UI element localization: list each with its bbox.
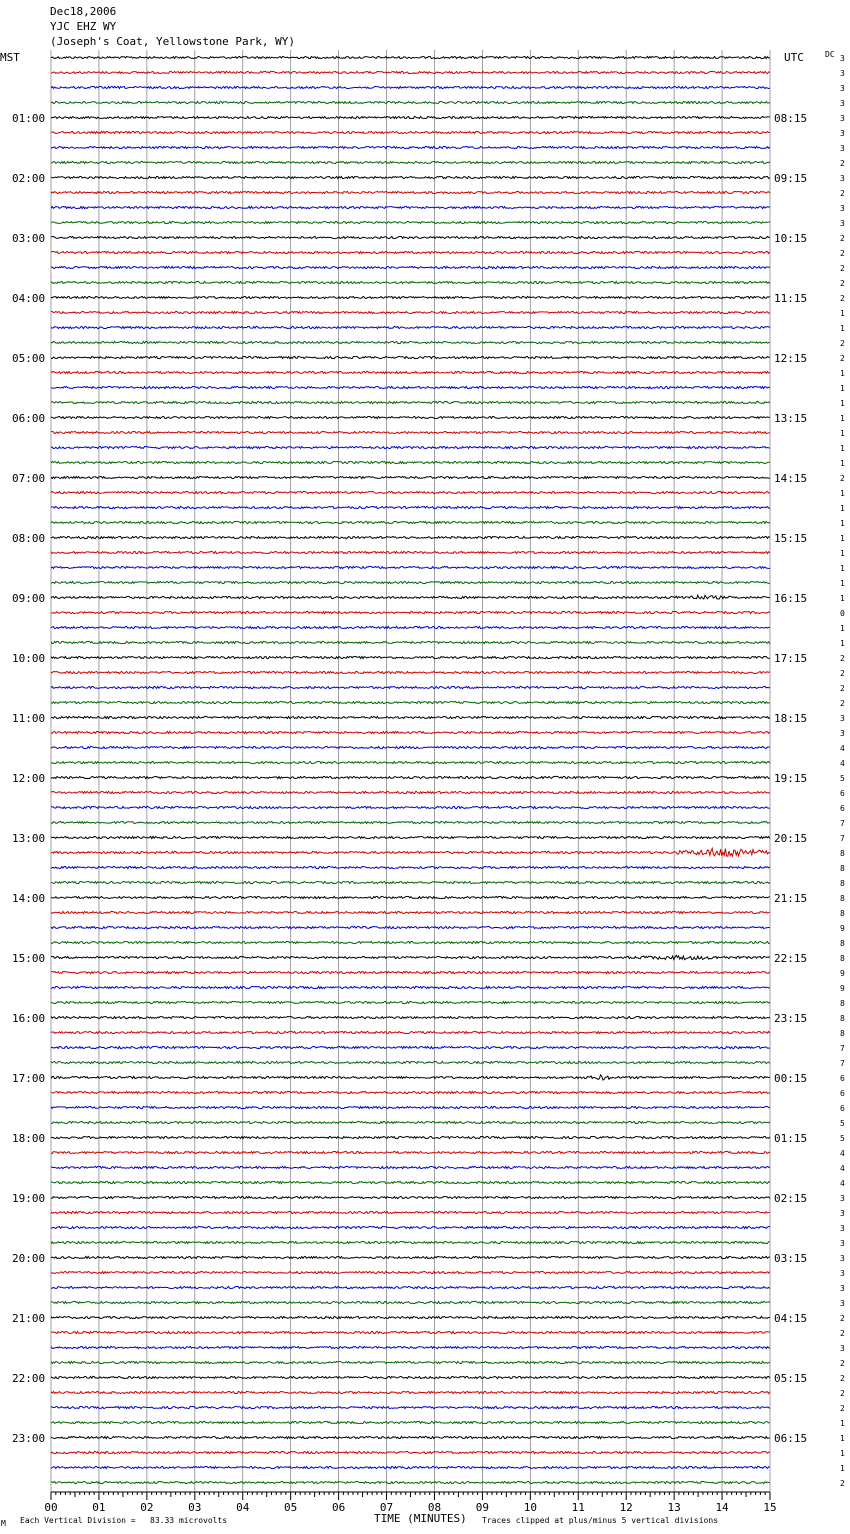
- right-hour-label: 12:15: [774, 351, 808, 365]
- right-hour-label: 00:15: [774, 1071, 808, 1085]
- dc-offset-value: 3: [840, 1223, 845, 1233]
- trace-row-47: [51, 761, 770, 763]
- dc-offset-value: 1: [840, 593, 845, 603]
- dc-header-label: DC: [825, 50, 835, 59]
- dc-offset-value: 2: [840, 653, 845, 663]
- right-hour-label: 05:15: [774, 1371, 808, 1385]
- dc-offset-value: 6: [840, 1073, 845, 1083]
- dc-offset-value: 1: [840, 308, 845, 318]
- dc-offset-value: 1: [840, 1448, 845, 1458]
- left-hour-label: 02:00: [12, 171, 46, 185]
- dc-offset-value: 7: [840, 818, 845, 828]
- trace-row-87: [51, 1361, 770, 1363]
- trace-row-9: [51, 191, 770, 193]
- dc-offset-value: 1: [840, 623, 845, 633]
- trace-row-2: [51, 86, 770, 88]
- dc-offset-value: 2: [840, 473, 845, 483]
- trace-row-21: [51, 371, 770, 373]
- right-hour-label: 23:15: [774, 1011, 808, 1025]
- right-hour-label: 09:15: [774, 171, 808, 185]
- dc-offset-value: 7: [840, 833, 845, 843]
- trace-row-66: [51, 1046, 770, 1048]
- left-hour-label: 17:00: [12, 1071, 46, 1085]
- trace-row-31: [51, 521, 770, 523]
- left-hour-label: 22:00: [12, 1371, 46, 1385]
- trace-row-94: [51, 1466, 770, 1468]
- trace-row-93: [51, 1451, 770, 1453]
- x-tick-label-00: 00: [44, 1501, 58, 1514]
- dc-offset-value: 2: [840, 1388, 845, 1398]
- trace-row-14: [51, 266, 770, 268]
- trace-row-38: [51, 626, 770, 628]
- trace-row-86: [51, 1346, 770, 1348]
- dc-offset-value: 3: [840, 713, 845, 723]
- dc-offset-value: 2: [840, 188, 845, 198]
- trace-row-39: [51, 641, 770, 643]
- dc-offset-value: 3: [840, 1208, 845, 1218]
- left-hour-label: 18:00: [12, 1131, 46, 1145]
- dc-offset-value: 6: [840, 1088, 845, 1098]
- right-hour-label: 21:15: [774, 891, 808, 905]
- dc-offset-value: 2: [840, 233, 845, 243]
- trace-row-81: [51, 1271, 770, 1273]
- trace-row-23: [51, 401, 770, 403]
- trace-row-61: [51, 971, 770, 973]
- trace-row-73: [51, 1151, 770, 1153]
- dc-offset-value: 1: [840, 368, 845, 378]
- right-hour-label: 16:15: [774, 591, 808, 605]
- trace-row-51: [51, 821, 770, 823]
- dc-offset-value: 5: [840, 1133, 845, 1143]
- dc-offset-value: 1: [840, 518, 845, 528]
- left-hour-label: 08:00: [12, 531, 46, 545]
- left-hour-label: 20:00: [12, 1251, 46, 1265]
- right-hour-label: 02:15: [774, 1191, 808, 1205]
- right-hour-label: 20:15: [774, 831, 808, 845]
- trace-row-20: [51, 356, 770, 358]
- dc-offset-value: 4: [840, 1148, 845, 1158]
- dc-offset-value: 9: [840, 923, 845, 933]
- trace-row-19: [51, 341, 770, 343]
- left-hour-label: 09:00: [12, 591, 46, 605]
- dc-offset-value: 1: [840, 443, 845, 453]
- trace-row-34: [51, 566, 770, 568]
- trace-row-54: [51, 866, 770, 868]
- x-tick-label-15: 15: [763, 1501, 777, 1514]
- location-label: (Joseph's Coat, Yellowstone Park, WY): [50, 35, 296, 48]
- left-hour-label: 01:00: [12, 111, 46, 125]
- dc-offset-value: 5: [840, 773, 845, 783]
- right-hour-label: 14:15: [774, 471, 808, 485]
- dc-offset-value: 3: [840, 203, 845, 213]
- dc-offset-value: 3: [840, 1193, 845, 1203]
- x-tick-label-01: 01: [92, 1501, 106, 1514]
- dc-offset-value: 3: [840, 83, 845, 93]
- dc-offset-value: 1: [840, 383, 845, 393]
- dc-offset-value: 8: [840, 1028, 845, 1038]
- left-hour-label: 11:00: [12, 711, 46, 725]
- trace-row-62: [51, 986, 770, 988]
- x-tick-label-06: 06: [331, 1501, 346, 1514]
- dc-offset-value: 3: [840, 1268, 845, 1278]
- left-hour-label: 23:00: [12, 1431, 46, 1445]
- right-hour-label: 13:15: [774, 411, 808, 425]
- left-hour-label: 19:00: [12, 1191, 46, 1205]
- dc-offset-value: 1: [840, 1433, 845, 1443]
- dc-offset-value: 4: [840, 758, 845, 768]
- left-hour-label: 06:00: [12, 411, 46, 425]
- left-hour-label: 05:00: [12, 351, 46, 365]
- dc-offset-value: 1: [840, 323, 845, 333]
- clip-note: Traces clipped at plus/minus 5 vertical divisions: [482, 1516, 719, 1525]
- dc-offset-value: 2: [840, 698, 845, 708]
- trace-row-45: [51, 731, 770, 733]
- left-hour-label: 04:00: [12, 291, 46, 305]
- left-hour-label: 15:00: [12, 951, 46, 965]
- left-hour-label: 03:00: [12, 231, 46, 245]
- trace-row-0: [51, 56, 770, 58]
- dc-offset-value: 1: [840, 638, 845, 648]
- trace-rows: [51, 56, 770, 1483]
- dc-offset-value: 3: [840, 1283, 845, 1293]
- corner-mark: M: [1, 1519, 6, 1528]
- dc-offset-value: 3: [840, 68, 845, 78]
- dc-offset-value: 1: [840, 1418, 845, 1428]
- trace-row-85: [51, 1331, 770, 1333]
- trace-row-11: [51, 221, 770, 223]
- trace-row-79: [51, 1241, 770, 1243]
- trace-row-78: [51, 1226, 770, 1228]
- trace-row-25: [51, 431, 770, 433]
- trace-row-7: [51, 161, 770, 163]
- time-axis: [44, 1492, 776, 1514]
- x-tick-label-09: 09: [475, 1501, 490, 1514]
- trace-row-6: [51, 146, 770, 148]
- dc-offset-value: 3: [840, 1238, 845, 1248]
- scale-note: Each Vertical Division = 83.33 microvolts: [20, 1516, 228, 1525]
- trace-row-95: [51, 1481, 770, 1483]
- trace-row-89: [51, 1391, 770, 1393]
- dc-offset-value: 1: [840, 428, 845, 438]
- dc-offset-value: 3: [840, 128, 845, 138]
- trace-row-42: [51, 686, 770, 688]
- trace-row-92: [51, 1436, 770, 1438]
- dc-offset-value: 2: [840, 248, 845, 258]
- x-tick-label-08: 08: [427, 1501, 442, 1514]
- dc-offset-value: 3: [840, 113, 845, 123]
- trace-row-56: [51, 896, 770, 898]
- x-tick-label-10: 10: [523, 1501, 537, 1514]
- dc-offset-value: 3: [840, 143, 845, 153]
- dc-offset-value: 1: [840, 398, 845, 408]
- trace-row-64: [51, 1016, 770, 1018]
- trace-row-65: [51, 1031, 770, 1033]
- dc-offset-value: 7: [840, 1058, 845, 1068]
- trace-row-35: [51, 581, 770, 583]
- trace-row-17: [51, 311, 770, 313]
- dc-offset-value: 2: [840, 1373, 845, 1383]
- trace-row-26: [51, 446, 770, 448]
- dc-offset-value: 6: [840, 788, 845, 798]
- dc-offset-value: 3: [840, 218, 845, 228]
- dc-offset-value: 3: [840, 728, 845, 738]
- dc-offset-value: 2: [840, 1313, 845, 1323]
- x-tick-label-05: 05: [284, 1501, 298, 1514]
- dc-offset-value: 2: [840, 278, 845, 288]
- trace-row-75: [51, 1181, 770, 1183]
- x-tick-label-03: 03: [188, 1501, 202, 1514]
- right-hour-label: 08:15: [774, 111, 808, 125]
- dc-offset-value: 9: [840, 968, 845, 978]
- dc-offset-value: 7: [840, 1043, 845, 1053]
- x-tick-label-02: 02: [140, 1501, 154, 1514]
- dc-offset-value: 6: [840, 803, 845, 813]
- trace-row-8: [51, 176, 770, 178]
- trace-row-67: [51, 1061, 770, 1063]
- left-hour-label: 07:00: [12, 471, 46, 485]
- dc-offset-value: 4: [840, 743, 845, 753]
- dc-offset-value: 3: [840, 98, 845, 108]
- dc-offset-value: 8: [840, 938, 845, 948]
- dc-offset-value: 1: [840, 458, 845, 468]
- dc-offset-value: 8: [840, 863, 845, 873]
- dc-offset-value: 3: [840, 1298, 845, 1308]
- left-hour-label: 10:00: [12, 651, 46, 665]
- date-label: Dec18,2006: [50, 5, 117, 18]
- trace-row-90: [51, 1406, 770, 1408]
- dc-offset-value: 5: [840, 1118, 845, 1128]
- right-hour-label: 18:15: [774, 711, 808, 725]
- left-hour-label: 13:00: [12, 831, 46, 845]
- dc-offset-value: 8: [840, 908, 845, 918]
- x-tick-label-07: 07: [379, 1501, 394, 1514]
- trace-row-12: [51, 236, 770, 238]
- trace-row-22: [51, 386, 770, 388]
- x-tick-label-04: 04: [236, 1501, 250, 1514]
- right-timezone-label: UTC: [784, 51, 804, 64]
- trace-row-15: [51, 281, 770, 283]
- trace-row-70: [51, 1106, 770, 1108]
- dc-offset-value: 8: [840, 848, 845, 858]
- trace-row-91: [51, 1421, 770, 1423]
- dc-offset-value: 0: [840, 608, 845, 618]
- trace-row-71: [51, 1121, 770, 1123]
- trace-row-69: [51, 1091, 770, 1093]
- trace-row-76: [51, 1196, 770, 1198]
- dc-offset-value: 9: [840, 983, 845, 993]
- trace-row-60: [51, 955, 770, 959]
- dc-offset-value: 2: [840, 158, 845, 168]
- dc-offset-value: 2: [840, 353, 845, 363]
- dc-offset-value: 2: [840, 1403, 845, 1413]
- dc-offset-value: 3: [840, 1253, 845, 1263]
- trace-row-44: [51, 716, 770, 718]
- trace-row-53: [51, 848, 770, 856]
- trace-row-72: [51, 1136, 770, 1138]
- trace-row-37: [51, 611, 770, 613]
- trace-row-59: [51, 941, 770, 943]
- dc-offset-value: 2: [840, 263, 845, 273]
- right-hour-label: 17:15: [774, 651, 808, 665]
- trace-row-80: [51, 1256, 770, 1258]
- dc-offset-value: 1: [840, 578, 845, 588]
- x-tick-label-12: 12: [619, 1501, 633, 1514]
- dc-offset-value: 2: [840, 1328, 845, 1338]
- dc-offset-value: 1: [840, 533, 845, 543]
- left-hour-label: 12:00: [12, 771, 46, 785]
- dc-offset-value: 2: [840, 1478, 845, 1488]
- dc-offset-value: 2: [840, 683, 845, 693]
- dc-offset-value: 2: [840, 293, 845, 303]
- trace-row-77: [51, 1211, 770, 1213]
- trace-row-16: [51, 296, 770, 298]
- right-hour-label: 22:15: [774, 951, 808, 965]
- dc-offset-value: 2: [840, 1358, 845, 1368]
- x-axis-title: TIME (MINUTES): [374, 1512, 467, 1525]
- trace-row-57: [51, 911, 770, 913]
- right-hour-label: 01:15: [774, 1131, 808, 1145]
- trace-row-52: [51, 836, 770, 838]
- dc-offset-value: 8: [840, 878, 845, 888]
- trace-row-43: [51, 701, 770, 703]
- dc-offset-value: 4: [840, 1163, 845, 1173]
- left-hour-label: 21:00: [12, 1311, 46, 1325]
- trace-row-74: [51, 1166, 770, 1168]
- left-hour-label: 14:00: [12, 891, 46, 905]
- dc-offset-value: 8: [840, 953, 845, 963]
- dc-offset-value: 8: [840, 1013, 845, 1023]
- right-hour-label: 11:15: [774, 291, 808, 305]
- trace-row-36: [51, 595, 770, 599]
- dc-offset-value: 8: [840, 998, 845, 1008]
- trace-row-48: [51, 776, 770, 778]
- trace-row-1: [51, 71, 770, 73]
- dc-offset-value: 1: [840, 1463, 845, 1473]
- trace-row-33: [51, 551, 770, 553]
- dc-offset-value: 2: [840, 668, 845, 678]
- trace-row-49: [51, 791, 770, 793]
- dc-offset-value: 1: [840, 488, 845, 498]
- left-timezone-label: MST: [0, 51, 20, 64]
- dc-offset-value: 6: [840, 1103, 845, 1113]
- trace-row-83: [51, 1301, 770, 1303]
- trace-row-5: [51, 131, 770, 133]
- dc-offset-value: 8: [840, 893, 845, 903]
- trace-row-4: [51, 116, 770, 118]
- right-hour-label: 04:15: [774, 1311, 808, 1325]
- trace-row-30: [51, 506, 770, 508]
- trace-row-50: [51, 806, 770, 808]
- x-tick-label-14: 14: [715, 1501, 729, 1514]
- dc-offset-value: 1: [840, 413, 845, 423]
- dc-offset-value: 3: [840, 173, 845, 183]
- station-label: YJC EHZ WY: [50, 20, 117, 33]
- trace-row-3: [51, 101, 770, 103]
- dc-offset-value: 4: [840, 1178, 845, 1188]
- dc-offset-value: 3: [840, 53, 845, 63]
- dc-offset-value: 1: [840, 548, 845, 558]
- trace-row-29: [51, 491, 770, 493]
- trace-row-84: [51, 1316, 770, 1318]
- trace-row-18: [51, 326, 770, 328]
- trace-row-13: [51, 251, 770, 253]
- trace-row-40: [51, 656, 770, 658]
- right-hour-label: 19:15: [774, 771, 808, 785]
- trace-row-88: [51, 1376, 770, 1378]
- minute-grid: [51, 50, 770, 1492]
- trace-row-32: [51, 536, 770, 538]
- dc-offset-value: 3: [840, 1343, 845, 1353]
- trace-row-55: [51, 881, 770, 883]
- trace-row-27: [51, 461, 770, 463]
- right-hour-label: 15:15: [774, 531, 808, 545]
- dc-offset-value: 1: [840, 563, 845, 573]
- trace-row-24: [51, 416, 770, 418]
- trace-row-41: [51, 671, 770, 673]
- trace-row-63: [51, 1001, 770, 1003]
- trace-row-58: [51, 926, 770, 928]
- x-tick-label-11: 11: [571, 1501, 585, 1514]
- trace-row-82: [51, 1286, 770, 1288]
- right-hour-label: 06:15: [774, 1431, 808, 1445]
- trace-row-68: [51, 1075, 770, 1080]
- right-hour-label: 03:15: [774, 1251, 808, 1265]
- trace-row-28: [51, 476, 770, 478]
- dc-offset-value: 1: [840, 503, 845, 513]
- dc-offset-value: 2: [840, 338, 845, 348]
- trace-row-46: [51, 746, 770, 748]
- right-hour-label: 10:15: [774, 231, 808, 245]
- left-hour-label: 16:00: [12, 1011, 46, 1025]
- x-tick-label-13: 13: [667, 1501, 681, 1514]
- trace-row-10: [51, 206, 770, 208]
